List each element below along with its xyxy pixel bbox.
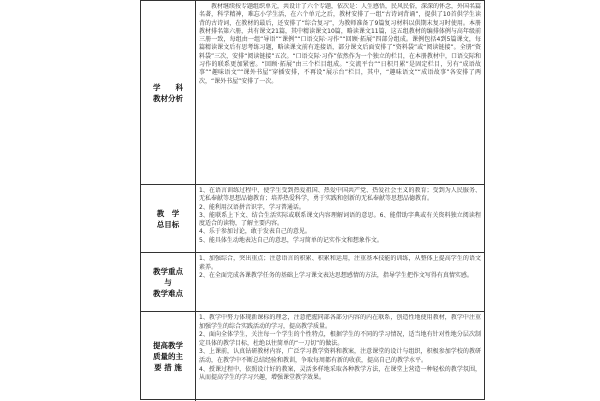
list-item: 1、教学中努力体现新课标的理念，注意把握同部各部分内容的内在联系，创造性地使用教材，教学中注重加强学生的综合实践活动的学习，提高教学质量。 bbox=[199, 314, 481, 330]
list-item: 2、面向全体学生，关注每一个学生的个性特点，根据学生的不同的学习情况，适当地有针对性地分层次制定具体的教学目标，杜绝以往简单的“一刀切”的做法。 bbox=[199, 331, 481, 347]
list-item: 5、能具体生动地表达自己的意思，学习简单的记实作文和想象作文。 bbox=[199, 236, 383, 244]
row-label-line: 与 bbox=[164, 277, 172, 287]
row-label-line: 教 学 bbox=[156, 208, 180, 218]
list-item: 2、能利用汉语拼音识字，学习普通话。 bbox=[199, 203, 305, 211]
row-textbook-analysis bbox=[141, 1, 484, 185]
document-table bbox=[140, 0, 485, 400]
row-content-cell bbox=[199, 187, 481, 251]
row-content-cell bbox=[199, 314, 481, 400]
row-label-line: 教学难点 bbox=[153, 288, 183, 298]
row-label-cell bbox=[141, 253, 196, 311]
list-item: 4、乐于参加讨论，敢于发表自己的意见。 bbox=[199, 228, 311, 236]
row-teaching-goals bbox=[141, 185, 484, 253]
row-label-line: 总目标 bbox=[156, 219, 180, 229]
list-item: 3、能联系上下文、结合生活实际或联系课文内容理解词语的意思。6、能借助字典或有关资料独立阅读程度适合的读物，了解主要内容。 bbox=[199, 211, 481, 228]
row-label-line: 提高教学 bbox=[153, 341, 183, 350]
paragraph: 教材继续按专题组织单元，共设计了六个专题，依次是：人生感悟，民风民俗，深深的怀念，外国名篇名著，科学精神，难忘小学生活，在六个单元之后，教材安排了一组“古诗词背诵”，提供了10首供学生读背的古诗词，在教材的最后，还安排了“综合复习”，为教师准备了9篇复习材料以供期末复习时使用。本册教材排名第六册，共有课文21篇，其中精读课文10篇，略读课文11篇，这五组教材的编排体例与高年级前三册一致，每组由一组“导语”“课例”“口语交际·习作”“回顾·拓展”四部分组成。课例包括4到5篇课文，每篇精读课文后有思考练习题，略读课文前有连接语，部分课文后面安排了“资料袋”或“阅读链接”。全册“资料袋”三次，安排“阅读链接”五次。“口语交际·习作”依然作为一个独立的栏目，在本册教材中，口语交际和习作的联系更加紧密。“回顾·拓展”由三个栏目组成。“交流平台”“日积月累”是固定栏目，另有“成语故事”“趣味语文”“课外书屋”穿插安排，不再设“展示台”栏目，其中，“趣味语文”“成语故事”各安排了两次，“课外书屋”安排了一次。 bbox=[199, 3, 481, 85]
row-label-cell bbox=[141, 1, 196, 184]
list-item: 2、在全面完成各课教学任务的基础上学习课文表达思想感情的方法，指导学生把作文写得有真情实感。 bbox=[199, 272, 473, 280]
row-quality-measures bbox=[141, 312, 484, 401]
row-label-line: 质量的主 bbox=[153, 352, 183, 361]
list-item: 4、授课过程中，依照设计好的教案，灵活多样地采取各种教学方法，在课堂上营造一种轻松的教学氛围，从而提高学生的学习兴趣，增强课堂教学效果。 bbox=[199, 365, 481, 382]
list-item: 1、加强综合，突出重点；注意语言的积累、积累和运用，注重基本技能的训练，从整体上提高学生的语文素养。 bbox=[199, 255, 481, 271]
list-item: 1、在语言训练过程中，使学生受到热爱祖国、热爱中国共产党、热爱社会主义的教育；受到为人民服务、无私奉献等思想品德教育；培养热爱科学，勇于实践和创新的无私奉献等思想品德教育。 bbox=[199, 187, 481, 203]
row-label-cell bbox=[141, 312, 196, 401]
row-content-cell bbox=[199, 255, 481, 310]
row-label-line: 教学重点 bbox=[153, 266, 183, 276]
row-key-points bbox=[141, 253, 484, 312]
row-label-line: 教材分析 bbox=[153, 93, 183, 103]
row-label-line: 要 措 施 bbox=[154, 363, 182, 372]
row-content-cell bbox=[199, 3, 481, 183]
row-label-cell bbox=[141, 185, 196, 252]
row-label-line: 学 科 bbox=[153, 82, 183, 92]
list-item: 3、上课前，认真钻研教材内容，广泛学习教学资料和教案，注意课堂的设计与组织，积极参加学校的教研活动，在教学中不断总结经验和教训，争取每周都有新的收获，提高自己的教学水平。 bbox=[199, 348, 481, 364]
